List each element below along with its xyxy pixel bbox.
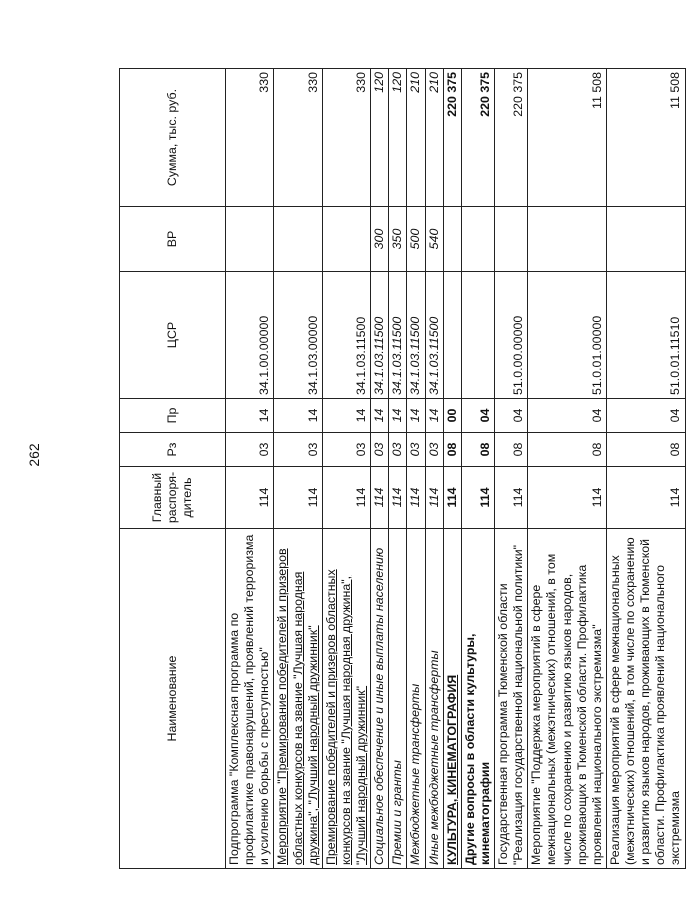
cell-vr: 540 [425, 207, 443, 272]
table-row [274, 69, 322, 869]
header-admin: Главный распоря-дитель [120, 467, 226, 529]
cell-admin: 114 [389, 467, 407, 529]
cell-admin: 114 [274, 467, 322, 529]
cell-name [226, 529, 274, 869]
table-row [371, 69, 389, 869]
cell-rz: 08 [495, 433, 528, 467]
header-pr: Пр [120, 399, 226, 433]
table-row [606, 69, 685, 869]
cell-vr [322, 207, 370, 272]
table-row [528, 69, 607, 869]
cell-sum: 220 375 [495, 69, 528, 207]
row-name-text: Премии и гранты [390, 760, 405, 865]
cell-vr [226, 207, 274, 272]
cell-sum: 210 [425, 69, 443, 207]
cell-rz: 08 [461, 433, 494, 467]
row-name-text: Мероприятие "Поддержка мероприятий в сфере межнациональных (межэтнических) отношений, в том числе по сохранению и развитию языков народов, проживающих в Тюменской области. Профилактика проявлений национального экстремизма" [529, 553, 604, 865]
cell-name [322, 529, 370, 869]
table-row [407, 69, 425, 869]
budget-table [119, 68, 686, 869]
cell-rz: 03 [274, 433, 322, 467]
cell-csr: 34.1.03.00000 [274, 272, 322, 399]
cell-sum: 120 [389, 69, 407, 207]
cell-vr: 300 [371, 207, 389, 272]
cell-pr: 14 [425, 399, 443, 433]
cell-sum: 11 508 [528, 69, 607, 207]
cell-sum: 330 [226, 69, 274, 207]
row-name-text: Другие вопросы в области культуры, кинематографии [462, 633, 492, 865]
header-vr: ВР [120, 207, 226, 272]
cell-pr: 14 [371, 399, 389, 433]
cell-admin: 114 [322, 467, 370, 529]
cell-vr: 350 [389, 207, 407, 272]
cell-pr: 14 [407, 399, 425, 433]
cell-admin: 114 [425, 467, 443, 529]
cell-name [528, 529, 607, 869]
cell-pr: 14 [274, 399, 322, 433]
cell-name [371, 529, 389, 869]
cell-admin: 114 [226, 467, 274, 529]
cell-csr: 34.1.03.11500 [371, 272, 389, 399]
cell-name [443, 529, 461, 869]
row-name-text: Мероприятие "Премирование победителей и призеров областных конкурсов на звание "Лучшая народная дружина", "Лучший народный дружинник" [275, 548, 320, 865]
cell-name [274, 529, 322, 869]
table-row [495, 69, 528, 869]
cell-pr: 14 [322, 399, 370, 433]
cell-rz: 08 [606, 433, 685, 467]
cell-name [461, 529, 494, 869]
header-csr: ЦСР [120, 272, 226, 399]
row-name-text: Государственная программа Тюменской области "Реализация государственной национальной политики" [496, 544, 526, 865]
cell-name [407, 529, 425, 869]
table-row [425, 69, 443, 869]
header-sum: Сумма, тыс. руб. [120, 69, 226, 207]
cell-name [425, 529, 443, 869]
cell-rz: 03 [425, 433, 443, 467]
table-row [443, 69, 461, 869]
row-name-text: Премирование победителей и призеров областных конкурсов на звание "Лучшая народная дружина", "Лучший народный дружинник" [323, 569, 368, 865]
table-row [389, 69, 407, 869]
row-name-text: Реализация мероприятий в сфере межнациональных (межэтнических) отношений, в том числе по сохранению и развитию языков народов, проживающих в Тюменской области. Профилактика проявлений национального экстремизма [607, 537, 683, 865]
table-header-row [120, 69, 226, 869]
cell-csr: 34.1.03.11500 [407, 272, 425, 399]
cell-vr [443, 207, 461, 272]
cell-rz: 03 [226, 433, 274, 467]
cell-sum: 120 [371, 69, 389, 207]
table-row [461, 69, 494, 869]
cell-admin: 114 [606, 467, 685, 529]
header-name: Наименование [120, 529, 226, 869]
cell-csr: 34.1.03.11500 [322, 272, 370, 399]
cell-rz: 08 [528, 433, 607, 467]
page-number: 262 [26, 443, 42, 467]
cell-sum: 330 [274, 69, 322, 207]
cell-pr: 04 [461, 399, 494, 433]
cell-sum: 220 375 [461, 69, 494, 207]
cell-csr [461, 272, 494, 399]
cell-admin: 114 [371, 467, 389, 529]
cell-pr: 00 [443, 399, 461, 433]
header-rz: Рз [120, 433, 226, 467]
cell-rz: 03 [322, 433, 370, 467]
cell-admin: 114 [495, 467, 528, 529]
table-row [226, 69, 274, 869]
cell-csr: 34.1.03.11500 [425, 272, 443, 399]
cell-rz: 08 [443, 433, 461, 467]
cell-vr: 500 [407, 207, 425, 272]
cell-csr [443, 272, 461, 399]
cell-csr: 51.0.01.11510 [606, 272, 685, 399]
cell-sum: 11 508 [606, 69, 685, 207]
cell-csr: 51.0.00.00000 [495, 272, 528, 399]
cell-pr: 14 [226, 399, 274, 433]
cell-vr [461, 207, 494, 272]
cell-csr: 34.1.00.00000 [226, 272, 274, 399]
table-row [322, 69, 370, 869]
cell-pr: 04 [528, 399, 607, 433]
row-name-text: КУЛЬТУРА, КИНЕМАТОГРАФИЯ [444, 674, 459, 865]
cell-sum: 210 [407, 69, 425, 207]
cell-sum: 220 375 [443, 69, 461, 207]
cell-csr: 51.0.01.00000 [528, 272, 607, 399]
cell-pr: 04 [606, 399, 685, 433]
cell-admin: 114 [528, 467, 607, 529]
cell-pr: 14 [389, 399, 407, 433]
cell-csr: 34.1.03.11500 [389, 272, 407, 399]
row-name-text: Подпрограмма "Комплексная программа по профилактике правонарушений, проявлений терроризма и усилению борьбы с преступностью" [227, 534, 272, 865]
cell-rz: 03 [371, 433, 389, 467]
cell-vr [495, 207, 528, 272]
cell-admin: 114 [461, 467, 494, 529]
cell-admin: 114 [443, 467, 461, 529]
cell-name [495, 529, 528, 869]
cell-vr [606, 207, 685, 272]
row-name-text: Межбюджетные трансферты [408, 683, 423, 865]
cell-vr [528, 207, 607, 272]
rotated-table-wrapper [119, 69, 683, 869]
cell-admin: 114 [407, 467, 425, 529]
table-body [226, 69, 686, 869]
cell-vr [274, 207, 322, 272]
cell-name [389, 529, 407, 869]
row-name-text: Иные межбюджетные трансферты [426, 650, 441, 865]
cell-rz: 03 [407, 433, 425, 467]
row-name-text: Социальное обеспечение и иные выплаты населению [372, 547, 387, 865]
cell-rz: 03 [389, 433, 407, 467]
cell-name [606, 529, 685, 869]
cell-pr: 04 [495, 399, 528, 433]
cell-sum: 330 [322, 69, 370, 207]
